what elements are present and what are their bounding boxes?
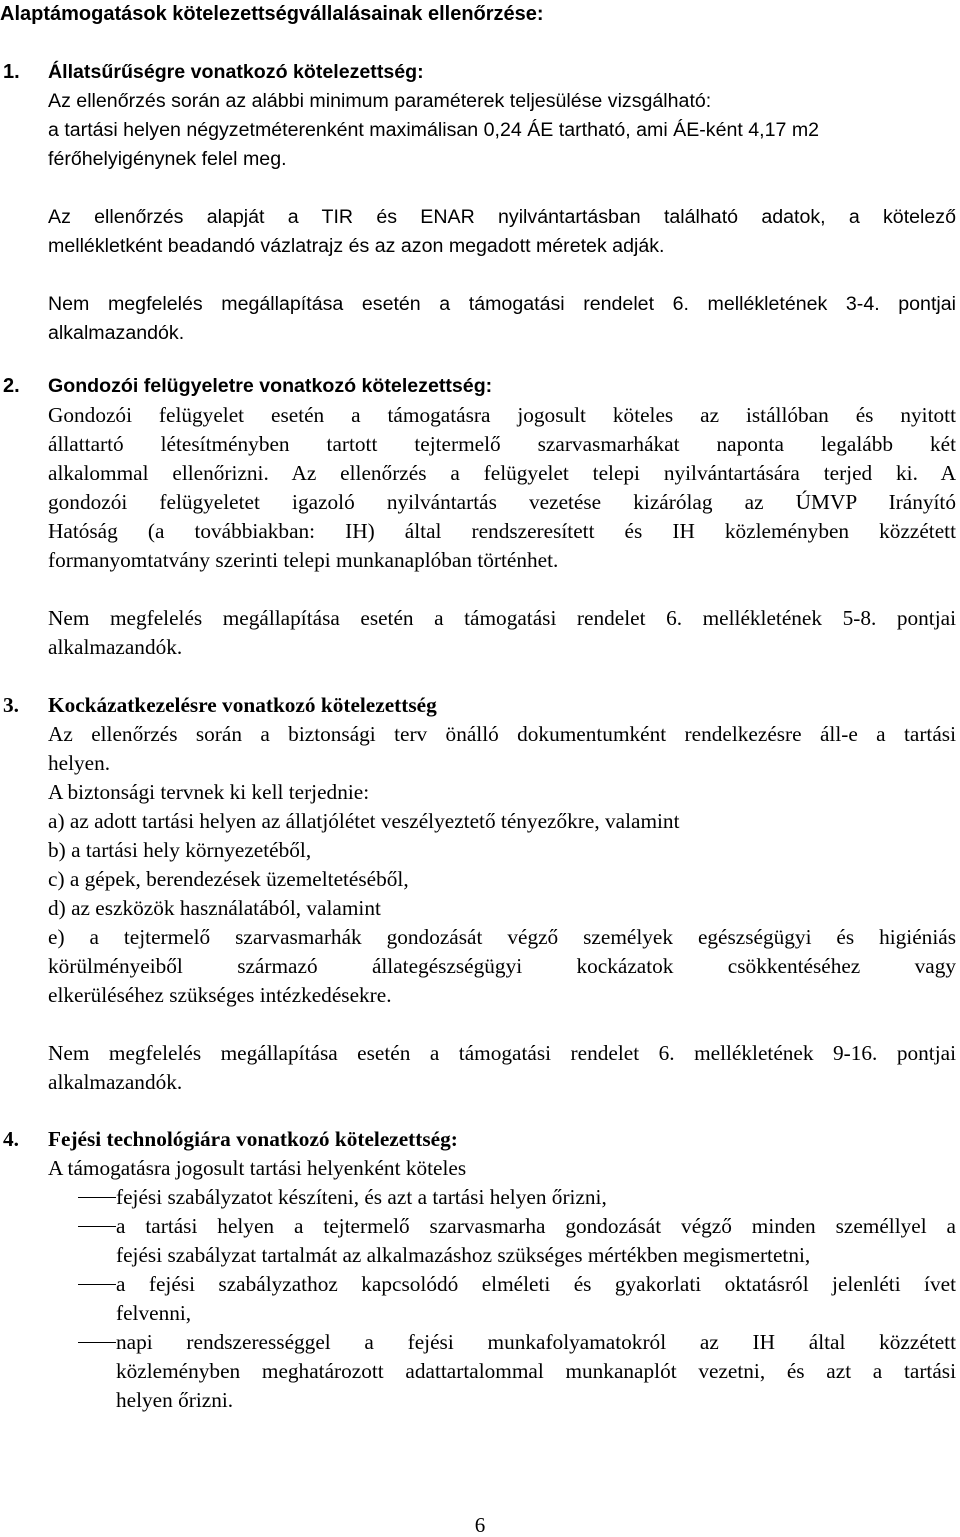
list-item-line: a tartási helyen a tejtermelő szarvasmarha gondozását végző minden személlyel a — [116, 1214, 956, 1238]
section-3-line: helyen. — [48, 751, 111, 775]
section-1-number: 1. — [3, 61, 20, 83]
section-1-line: a tartási helyen négyzetméterenként maximálisan 0,24 ÁE tartható, ami ÁE-ként 4,17 m2 — [48, 119, 820, 141]
section-2-line: Hatóság (a továbbiakban: IH) által rendszeresített és IH közleményben közzétett — [48, 519, 956, 543]
list-item-line: fejési szabályzat tartalmát az alkalmazáshoz szükséges mértékben megismertetni, — [116, 1243, 811, 1267]
list-item-line: helyen őrizni. — [116, 1388, 234, 1412]
section-2-line: állattartó létesítményben tartott tejtermelő szarvasmarhákat naponta legalább két — [48, 432, 956, 456]
section-2-number: 2. — [3, 375, 20, 397]
paragraph-gap — [48, 1010, 956, 1039]
section-3-title: Kockázatkezelésre vonatkozó kötelezettség — [48, 693, 437, 717]
section-3-line: alkalmazandók. — [48, 1070, 183, 1094]
section-4-number: 4. — [3, 1127, 19, 1151]
section-3-line: Az ellenőrzés során a biztonsági terv önálló dokumentumként rendelkezésre áll-e a tartási — [48, 722, 956, 746]
section-4-list — [48, 1183, 956, 1415]
section-1-line: Nem megfelelés megállapítása esetén a támogatási rendelet 6. mellékletének 3-4. pontjai — [48, 293, 956, 315]
section-2-line: formanyomtatvány szerinti telepi munkanaplóban történhet. — [48, 548, 559, 572]
section-4-body — [48, 1125, 956, 1183]
list-item-text — [116, 1212, 956, 1270]
paragraph-gap — [48, 575, 956, 604]
section-2-line: Gondozói felügyelet esetén a támogatásra jogosult köteles az istállóban és nyitott — [48, 403, 956, 427]
section-2-line: gondozói felügyeletet igazoló nyilvántartás vezetése kizárólag az ÚMVP Irányító — [48, 490, 956, 514]
list-item-line: felvenni, — [116, 1301, 192, 1325]
section-3-line: elkerüléséhez szükséges intézkedésekre. — [48, 983, 392, 1007]
paragraph-gap — [48, 261, 956, 290]
list-item-text — [116, 1328, 956, 1415]
list-item-line: fejési szabályzatot készíteni, és azt a tartási helyen őrizni, — [116, 1185, 607, 1209]
list-item — [48, 1270, 956, 1328]
section-3-line: A biztonsági tervnek ki kell terjednie: — [48, 780, 370, 804]
section-3-line: b) a tartási hely környezetéből, — [48, 838, 312, 862]
dash-bullet — [78, 1226, 116, 1227]
section-3-line: Nem megfelelés megállapítása esetén a támogatási rendelet 6. mellékletének 9-16. pontjai — [48, 1041, 956, 1065]
section-4-title: Fejési technológiára vonatkozó kötelezettség: — [48, 1127, 458, 1151]
list-item — [48, 1212, 956, 1270]
page-number: 6 — [474, 1513, 486, 1537]
section-1-line: alkalmazandók. — [48, 322, 185, 344]
section-4-intro: A támogatásra jogosult tartási helyenként köteles — [48, 1156, 467, 1180]
section-2-line: alkalmazandók. — [48, 635, 183, 659]
paragraph-gap — [48, 174, 956, 203]
dash-bullet — [78, 1197, 116, 1198]
dash-bullet — [78, 1342, 116, 1343]
section-3-line: c) a gépek, berendezések üzemeltetéséből, — [48, 867, 409, 891]
section-1-line: Az ellenőrzés során az alábbi minimum paraméterek teljesülése vizsgálható: — [48, 90, 712, 112]
section-2-line: Nem megfelelés megállapítása esetén a támogatási rendelet 6. mellékletének 5-8. pontjai — [48, 606, 956, 630]
section-1-line: férőhelyigénynek felel meg. — [48, 148, 287, 170]
section-1-title: Állatsűrűségre vonatkozó kötelezettség: — [48, 61, 424, 83]
section-3-line: a) az adott tartási helyen az állatjólétet veszélyeztető tényezőkre, valamint — [48, 809, 680, 833]
section-3-line: d) az eszközök használatából, valamint — [48, 896, 381, 920]
list-item — [48, 1183, 956, 1212]
list-item-line: a fejési szabályzathoz kapcsolódó elméleti és gyakorlati oktatásról jelenléti ívet — [116, 1272, 956, 1296]
list-item-text — [116, 1183, 956, 1212]
list-item-text — [116, 1270, 956, 1328]
list-item-line: napi rendszerességgel a fejési munkafolyamatokról az IH által közzétett — [116, 1330, 956, 1354]
section-2-body — [48, 372, 956, 662]
section-3-number: 3. — [3, 693, 19, 717]
section-2-title: Gondozói felügyeletre vonatkozó kötelezettség: — [48, 375, 493, 397]
list-item-line: közleményben meghatározott adattartalommal munkanaplót vezetni, és azt a tartási — [116, 1359, 956, 1383]
section-2-line: alkalommal ellenőrizni. Az ellenőrzés a felügyelet telepi nyilvántartására terjed ki. A — [48, 461, 956, 485]
section-3-line: körülményeiből származó állategészségügyi kockázatok csökkentéséhez vagy — [48, 954, 956, 978]
section-1-body — [48, 58, 956, 348]
section-3-body — [48, 691, 956, 1097]
section-3-line: e) a tejtermelő szarvasmarhák gondozását végző személyek egészségügyi és higiéniás — [48, 925, 956, 949]
page-heading: Alaptámogatások kötelezettségvállalásainak ellenőrzése: — [0, 3, 544, 25]
section-1-line: Az ellenőrzés alapját a TIR és ENAR nyilvántartásban található adatok, a kötelező — [48, 206, 956, 228]
section-1-line: mellékletként beadandó vázlatrajz és az azon megadott méretek adják. — [48, 235, 665, 257]
list-item — [48, 1328, 956, 1415]
dash-bullet — [78, 1284, 116, 1285]
